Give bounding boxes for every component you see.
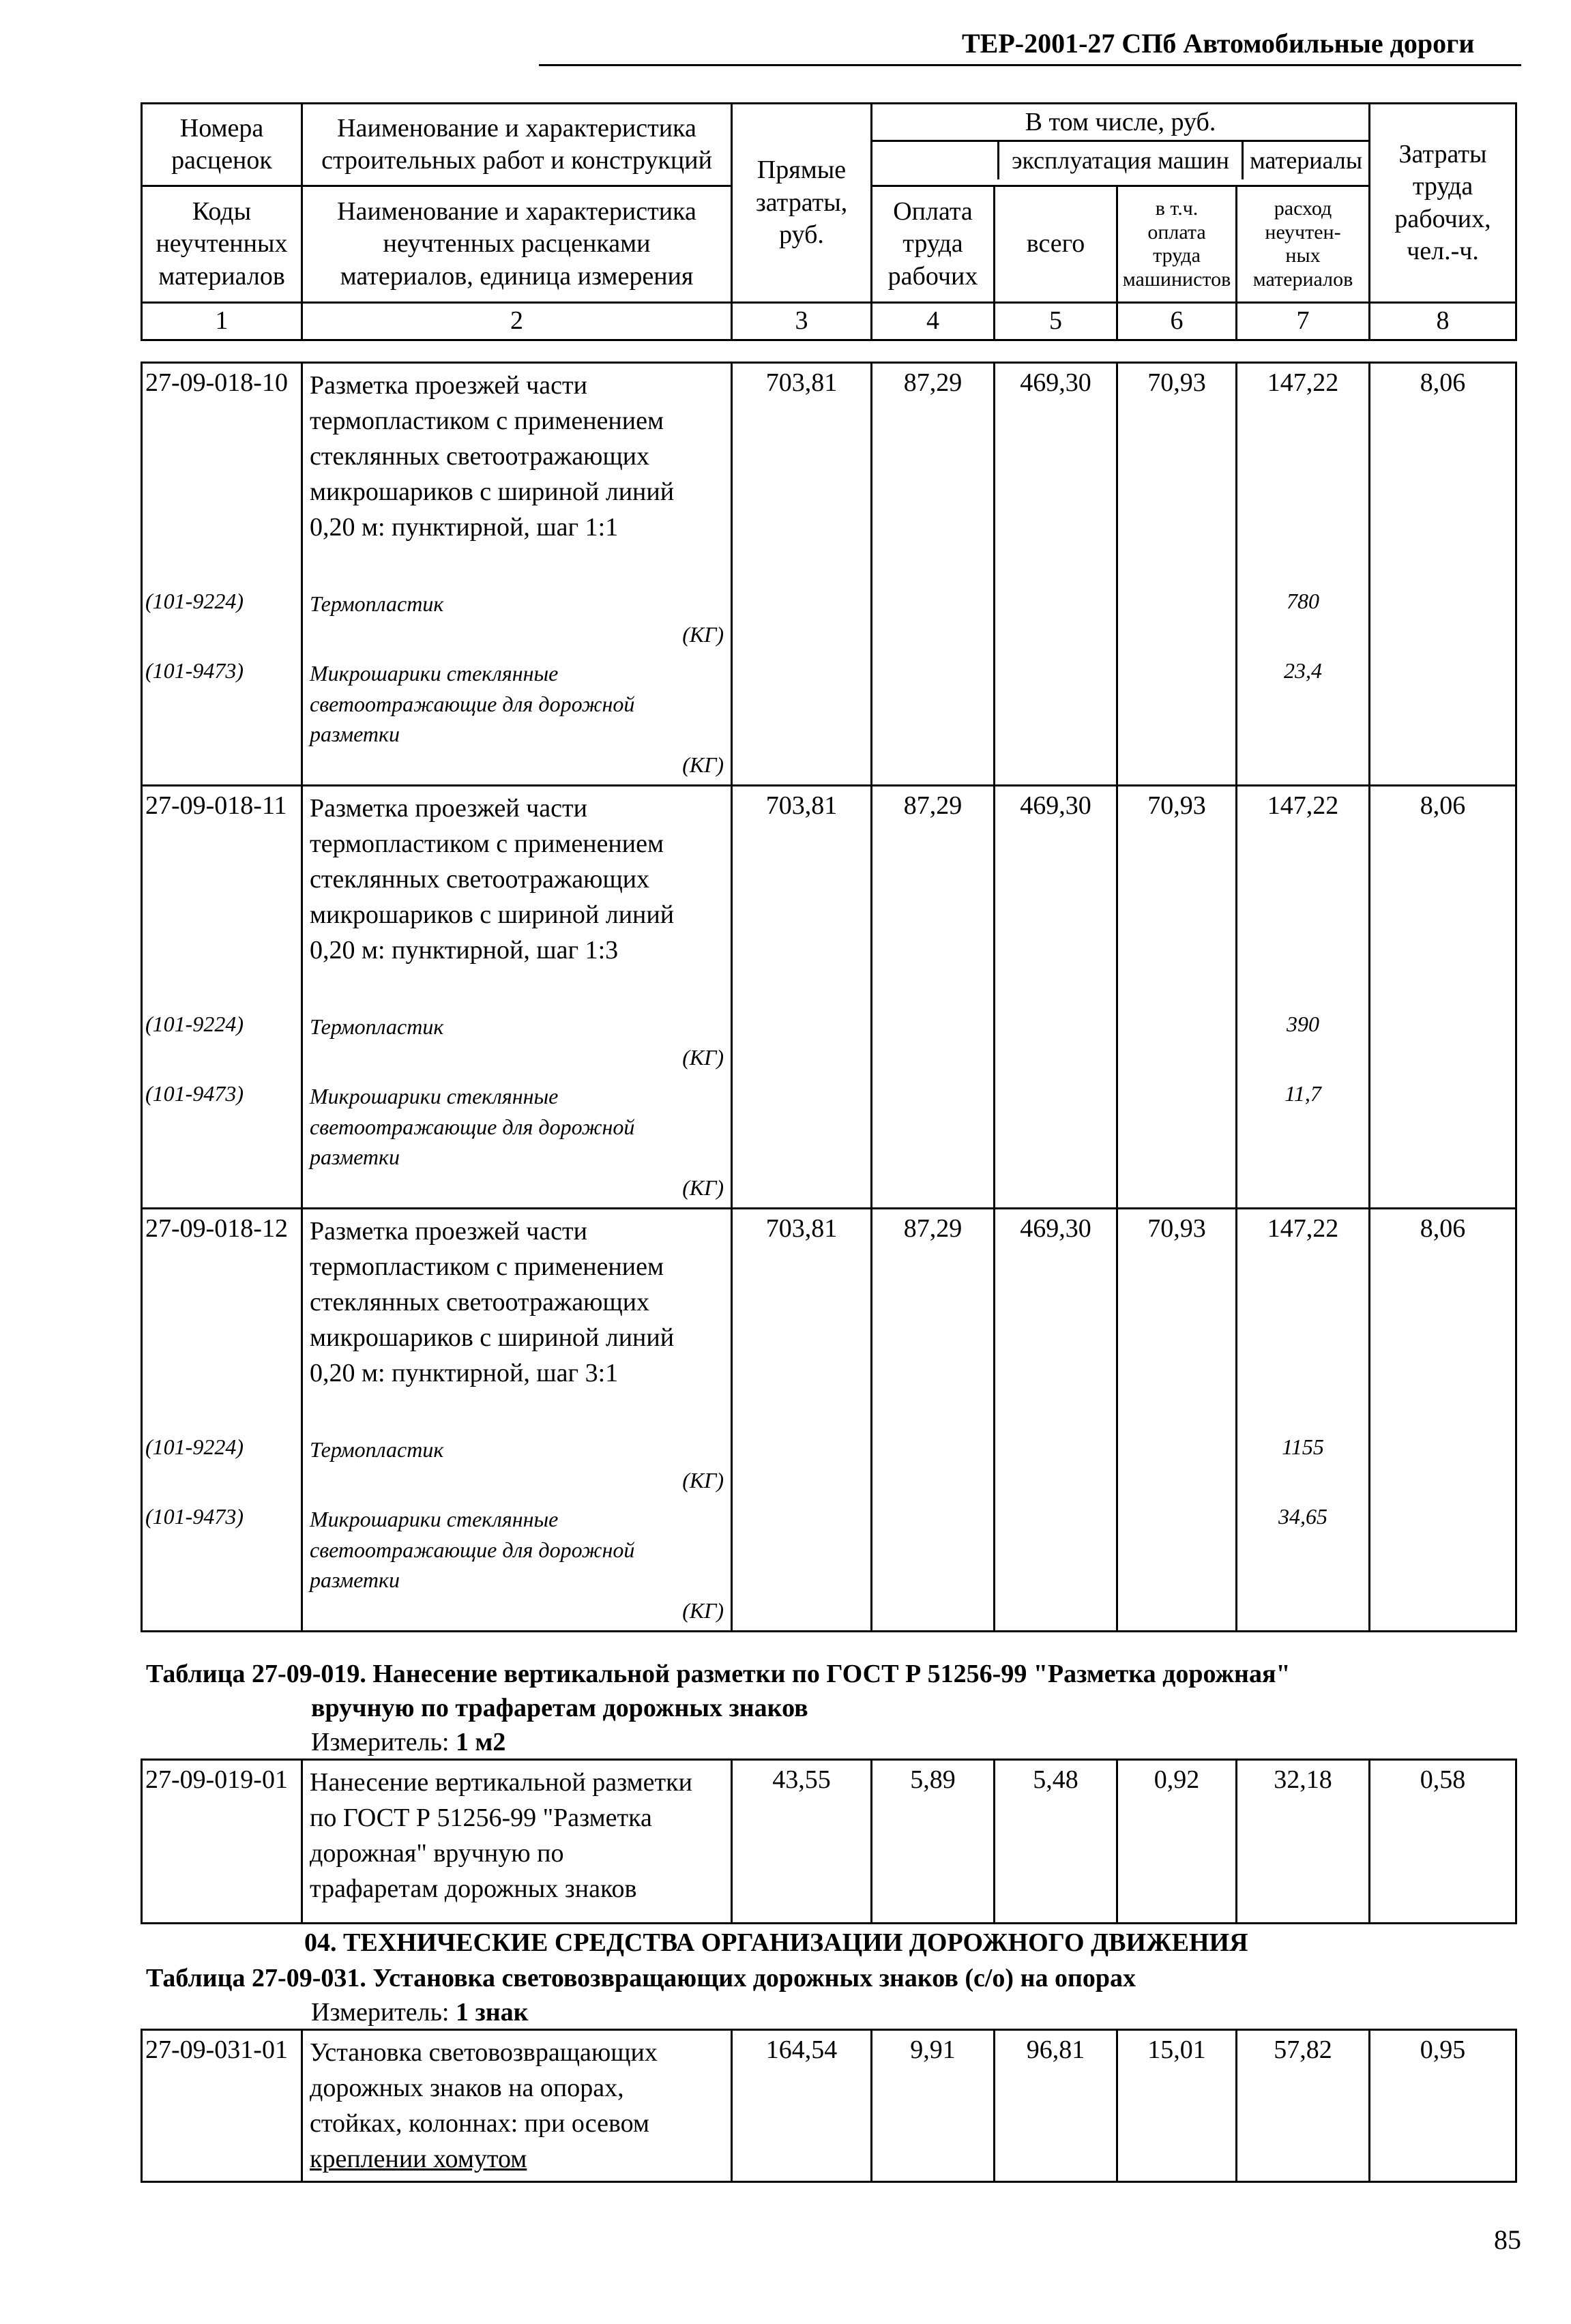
col1-top-header: Номера расценок <box>142 104 302 186</box>
material-row <box>142 1500 1516 1632</box>
rate-code: 27-09-031-01 <box>142 2030 302 2182</box>
table2-meter: Измеритель: 1 м2 <box>311 1728 506 1756</box>
rate-code: 27-09-018-10 <box>142 363 302 550</box>
table-row <box>142 363 1516 550</box>
rate-name: Установка световозвращающих дорожных знаков на опорах, стойках, колоннах: при осевом креплении хомутом <box>302 2030 732 2182</box>
col2-bottom-header: Наименование и характеристика неучтенных расценками материалов, единица измерения <box>302 186 732 303</box>
materials-cost: 147,22 <box>1237 363 1370 550</box>
material-unit: (КГ) <box>682 622 724 647</box>
material-quantity: 23,4 <box>1237 654 1370 786</box>
material-quantity: 780 <box>1237 585 1370 654</box>
machines-cost: 5,48 <box>995 1760 1117 1924</box>
material-unit: (КГ) <box>682 752 724 778</box>
materials-cost: 57,82 <box>1237 2030 1370 2182</box>
col8-header: Затраты труда рабочих, чел.-ч. <box>1370 104 1516 303</box>
material-row <box>142 1430 1516 1500</box>
material-code: (101-9224) <box>142 1430 302 1500</box>
col-number: 1 <box>142 303 302 340</box>
labor-hours: 8,06 <box>1370 1209 1516 1396</box>
direct-cost: 164,54 <box>732 2030 872 2182</box>
materials-cost: 147,22 <box>1237 1209 1370 1396</box>
labor-cost: 87,29 <box>872 786 995 973</box>
material-quantity: 11,7 <box>1237 1077 1370 1209</box>
material-name: Термопластик (КГ) <box>302 1430 732 1500</box>
col-number: 4 <box>872 303 995 340</box>
machines-cost: 96,81 <box>995 2030 1117 2182</box>
section-title: 04. ТЕХНИЧЕСКИЕ СРЕДСТВА ОРГАНИЗАЦИИ ДОРОЖНОГО ДВИЖЕНИЯ <box>304 1928 1248 1957</box>
material-unit: (КГ) <box>682 1175 724 1201</box>
materials-cost: 147,22 <box>1237 786 1370 973</box>
material-unit: (КГ) <box>682 1468 724 1493</box>
labor-cost: 9,91 <box>872 2030 995 2182</box>
rate-name: Нанесение вертикальной разметки по ГОСТ Р 51256-99 "Разметка дорожная" вручную по трафаретам дорожных знаков <box>302 1760 732 1924</box>
material-code: (101-9224) <box>142 585 302 654</box>
table2-caption-line2: вручную по трафаретам дорожных знаков <box>311 1694 808 1722</box>
table3-caption: Таблица 27-09-031. Установка световозвращающих дорожных знаков (с/о) на опорах <box>146 1964 1136 1992</box>
material-unit: (КГ) <box>682 1045 724 1070</box>
material-name: Микрошарики стеклянные светоотражающие для дорожной разметки (КГ) <box>302 1500 732 1632</box>
material-name: Термопластик (КГ) <box>302 1007 732 1077</box>
material-row <box>142 1007 1516 1077</box>
col-number: 8 <box>1370 303 1516 340</box>
direct-cost: 703,81 <box>732 1209 872 1396</box>
table-row <box>142 1209 1516 1396</box>
machines-cost: 469,30 <box>995 363 1117 550</box>
labor-cost: 87,29 <box>872 363 995 550</box>
col-number: 6 <box>1117 303 1237 340</box>
material-code: (101-9473) <box>142 1077 302 1209</box>
col-number: 7 <box>1237 303 1370 340</box>
operators-cost: 0,92 <box>1117 1760 1237 1924</box>
labor-cost: 5,89 <box>872 1760 995 1924</box>
material-name: Термопластик (КГ) <box>302 585 732 654</box>
operators-cost: 70,93 <box>1117 363 1237 550</box>
material-quantity: 390 <box>1237 1007 1370 1077</box>
material-unit: (КГ) <box>682 1598 724 1623</box>
material-name: Микрошарики стеклянные светоотражающие для дорожной разметки (КГ) <box>302 654 732 786</box>
rates-table <box>141 362 1517 1632</box>
col4-header: Оплата труда рабочих <box>872 186 995 303</box>
materials-cost: 32,18 <box>1237 1760 1370 1924</box>
machines-cost: 469,30 <box>995 1209 1117 1396</box>
col1-bottom-header: Коды неучтенных материалов <box>142 186 302 303</box>
header-rule <box>539 64 1521 66</box>
col3-header: Прямые затраты, руб. <box>732 104 872 303</box>
direct-cost: 703,81 <box>732 786 872 973</box>
direct-cost: 703,81 <box>732 363 872 550</box>
running-header: ТЕР-2001-27 СПб Автомобильные дороги <box>962 28 1475 59</box>
table-row <box>142 2030 1516 2182</box>
column-header-table <box>141 102 1517 341</box>
operators-cost: 70,93 <box>1117 1209 1237 1396</box>
rate-code: 27-09-018-12 <box>142 1209 302 1396</box>
rate-code: 27-09-019-01 <box>142 1760 302 1924</box>
labor-hours: 8,06 <box>1370 786 1516 973</box>
col5-header: всего <box>995 186 1117 303</box>
material-quantity: 34,65 <box>1237 1500 1370 1632</box>
material-name: Микрошарики стеклянные светоотражающие для дорожной разметки (КГ) <box>302 1077 732 1209</box>
rate-name: Разметка проезжей части термопластиком с применением стеклянных светоотражающих микрошариков с шириной линий 0,20 м: пунктирной, шаг 3:1 <box>302 1209 732 1396</box>
direct-cost: 43,55 <box>732 1760 872 1924</box>
rate-code: 27-09-018-11 <box>142 786 302 973</box>
col7-header: расход неучтен- ных материалов <box>1237 186 1370 303</box>
machines-cost: 469,30 <box>995 786 1117 973</box>
col6-header: в т.ч. оплата труда машинистов <box>1117 186 1237 303</box>
material-quantity: 1155 <box>1237 1430 1370 1500</box>
page-number: 85 <box>1494 2224 1521 2255</box>
col-number: 3 <box>732 303 872 340</box>
col2-top-header: Наименование и характеристика строительных работ и конструкций <box>302 104 732 186</box>
labor-hours: 8,06 <box>1370 363 1516 550</box>
labor-cost: 87,29 <box>872 1209 995 1396</box>
material-code: (101-9473) <box>142 654 302 786</box>
operators-cost: 70,93 <box>1117 786 1237 973</box>
table2-caption: Таблица 27-09-019. Нанесение вертикальной разметки по ГОСТ Р 51256-99 "Разметка дорожная" <box>146 1660 1291 1688</box>
material-row <box>142 654 1516 786</box>
table-row <box>142 1760 1516 1924</box>
table3-meter: Измеритель: 1 знак <box>311 1998 529 2027</box>
group-header: В том числе, руб. эксплуатация машин материалы <box>872 104 1370 186</box>
operators-cost: 15,01 <box>1117 2030 1237 2182</box>
table3 <box>141 2029 1517 2183</box>
labor-hours: 0,58 <box>1370 1760 1516 1924</box>
rate-name: Разметка проезжей части термопластиком с применением стеклянных светоотражающих микрошариков с шириной линий 0,20 м: пунктирной, шаг 1:3 <box>302 786 732 973</box>
labor-hours: 0,95 <box>1370 2030 1516 2182</box>
table2 <box>141 1759 1517 1924</box>
material-row <box>142 585 1516 654</box>
col-number: 5 <box>995 303 1117 340</box>
material-row <box>142 1077 1516 1209</box>
col-number: 2 <box>302 303 732 340</box>
material-code: (101-9224) <box>142 1007 302 1077</box>
table-row <box>142 786 1516 973</box>
rate-name: Разметка проезжей части термопластиком с применением стеклянных светоотражающих микрошариков с шириной линий 0,20 м: пунктирной, шаг 1:1 <box>302 363 732 550</box>
material-code: (101-9473) <box>142 1500 302 1632</box>
